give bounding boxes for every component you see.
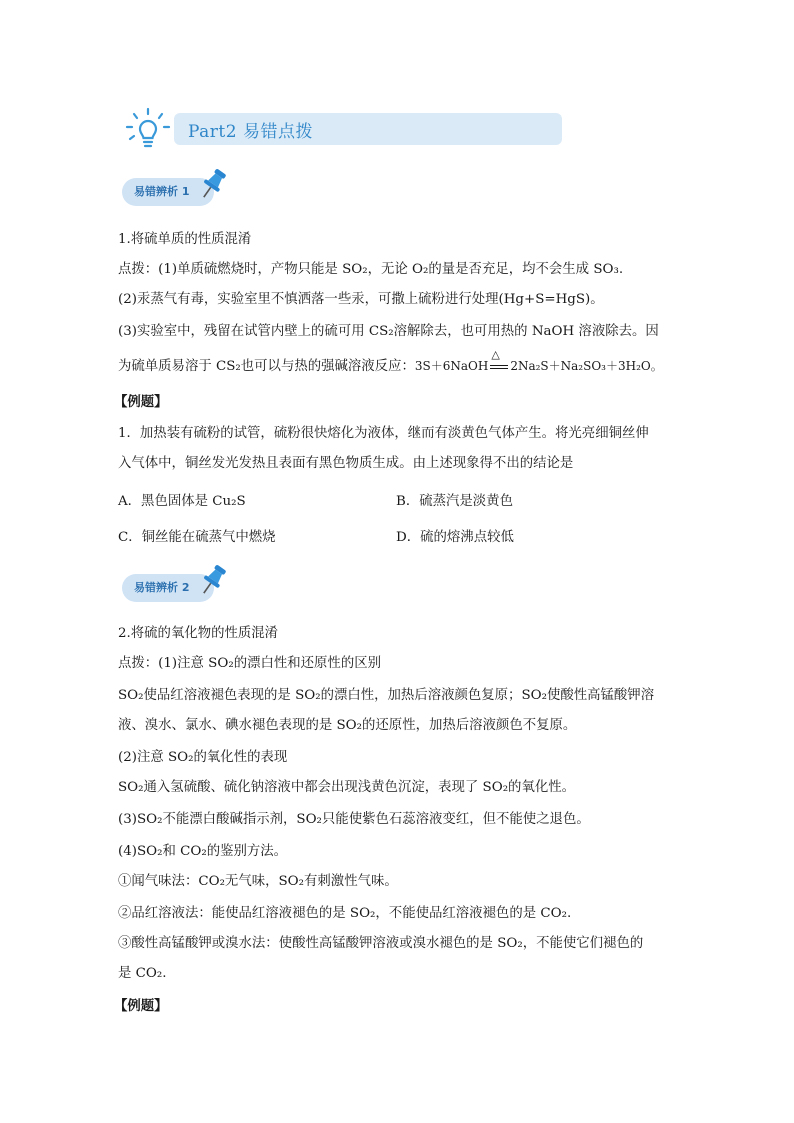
section2-line-8: ①闻气味法：CO₂无气味，SO₂有刺激性气味。: [118, 874, 398, 889]
section1-heading: 1.将硫单质的性质混淆: [118, 232, 252, 247]
tag-label: 易错辨析 2: [134, 581, 190, 594]
part-title-bar: [174, 113, 562, 145]
option-d: D．硫的熔沸点较低: [396, 530, 514, 545]
tag-error-analysis-2: [122, 562, 230, 606]
section2-line-6: (3)SO₂不能漂白酸碱指示剂，SO₂只能使紫色石蕊溶液变红，但不能使之退色。: [118, 812, 590, 827]
section1-line-2: (2)汞蒸气有毒，实验室里不慎洒落一些汞，可撒上硫粉进行处理(Hg+S=HgS)。: [118, 292, 604, 307]
option-a: A．黑色固体是 Cu₂S: [118, 494, 246, 509]
section2-line-4: (2)注意 SO₂的氧化性的表现: [118, 750, 288, 765]
section1-example-label: 【例题】: [114, 394, 168, 410]
part-header: [124, 107, 564, 151]
option-b: B．硫蒸汽是淡黄色: [396, 494, 513, 509]
section2-heading: 2.将硫的氧化物的性质混淆: [118, 626, 279, 641]
tag-error-analysis-1: [122, 166, 230, 210]
equation-arrow: [488, 348, 510, 377]
section2-line-3: 液、溴水、氯水、碘水褪色表现的是 SO₂的还原性，加热后溶液颜色不复原。: [118, 718, 577, 733]
delta-symbol: △: [491, 348, 500, 361]
section1-line-1: 点拨：(1)单质硫燃烧时，产物只能是 SO₂，无论 O₂的量是否充足，均不会生成 SO₃.: [118, 262, 624, 277]
option-c: C．铜丝能在硫蒸气中燃烧: [118, 530, 276, 545]
pushpin-icon: [196, 562, 230, 598]
lightbulb-icon: [124, 107, 172, 151]
tag-label: 易错辨析 1: [134, 185, 190, 198]
section2-line-5: SO₂通入氢硫酸、硫化钠溶液中都会出现浅黄色沉淀，表现了 SO₂的氧化性。: [118, 780, 576, 795]
section2-line-10: ③酸性高锰酸钾或溴水法：使酸性高锰酸钾溶液或溴水褪色的是 SO₂，不能使它们褪色的: [118, 936, 644, 951]
section2-line-1: 点拨：(1)注意 SO₂的漂白性和还原性的区别: [118, 656, 381, 671]
section2-line-7: (4)SO₂和 CO₂的鉴别方法。: [118, 844, 288, 859]
question-1-line-1: 1．加热装有硫粉的试管，硫粉很快熔化为液体，继而有淡黄色气体产生。将光亮细铜丝伸: [118, 426, 649, 441]
section1-line-4: [118, 348, 663, 377]
question-1-line-2: 入气体中，铜丝发光发热且表面有黑色物质生成。由上述现象得不出的结论是: [118, 456, 574, 471]
section2-line-9: ②品红溶液法：能使品红溶液褪色的是 SO₂，不能使品红溶液褪色的是 CO₂.: [118, 906, 572, 921]
line-4-text: 为硫单质易溶于 CS₂也可以与热的强碱溶液反应：: [118, 359, 415, 374]
pushpin-icon: [196, 166, 230, 202]
section2-line-11: 是 CO₂.: [118, 966, 167, 981]
section2-example-label: 【例题】: [114, 998, 168, 1014]
section2-line-2: SO₂使品红溶液褪色表现的是 SO₂的漂白性，加热后溶液颜色复原；SO₂使酸性高锰酸钾溶: [118, 688, 655, 703]
equation-left: 3S＋6NaOH: [414, 359, 489, 373]
equals-sign: [490, 365, 508, 369]
section1-line-3: (3)实验室中，残留在试管内壁上的硫可用 CS₂溶解除去，也可用热的 NaOH 溶液除去。因: [118, 324, 659, 339]
equation-right: 2Na₂S＋Na₂SO₃＋3H₂O。: [510, 359, 663, 373]
part-title: Part2 易错点拨: [188, 122, 313, 142]
